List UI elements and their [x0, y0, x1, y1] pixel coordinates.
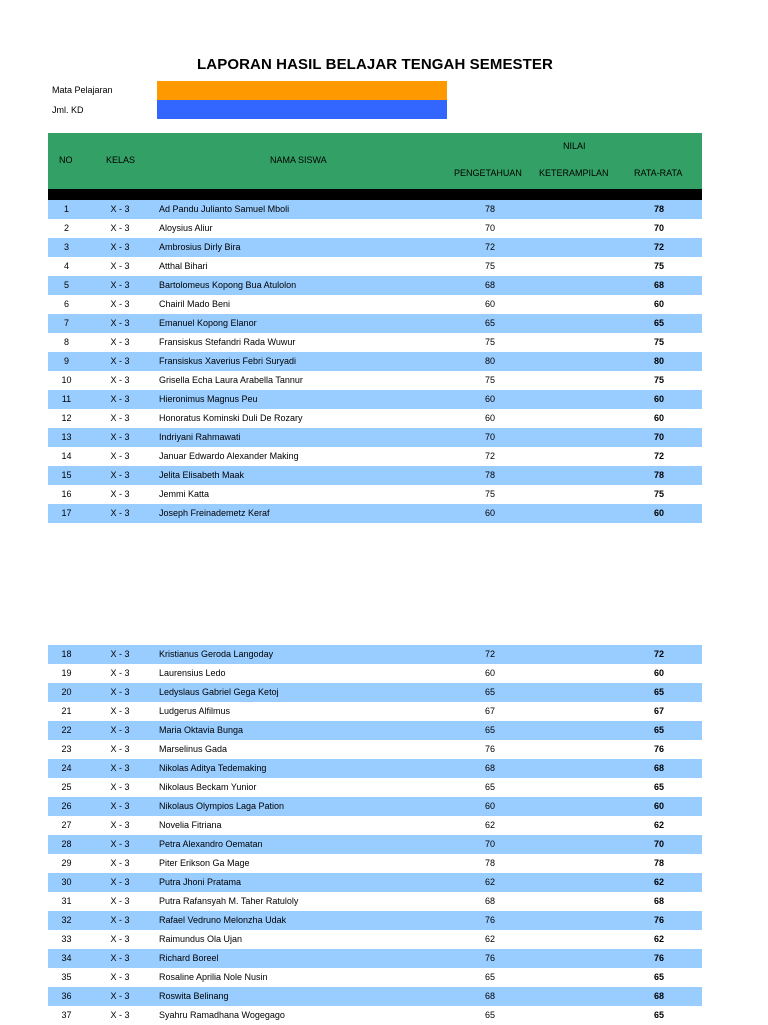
- row-kelas: X - 3: [110, 337, 130, 347]
- row-pengetahuan: 78: [484, 204, 495, 214]
- row-nama-siswa: Joseph Freinademetz Keraf: [159, 508, 270, 518]
- row-kelas: X - 3: [110, 744, 130, 754]
- row-pengetahuan: 62: [484, 820, 495, 830]
- table-row: [48, 485, 702, 504]
- row-no: 13: [61, 432, 72, 442]
- row-kelas: X - 3: [110, 394, 130, 404]
- row-no: 16: [61, 489, 72, 499]
- row-no: 30: [61, 877, 72, 887]
- row-rata-rata: 62: [653, 820, 664, 830]
- row-rata-rata: 62: [653, 877, 664, 887]
- table-row: [48, 740, 702, 759]
- row-kelas: X - 3: [110, 972, 130, 982]
- row-rata-rata: 80: [653, 356, 664, 366]
- row-no: 26: [61, 801, 72, 811]
- row-nama-siswa: Kristianus Geroda Langoday: [159, 649, 274, 659]
- row-kelas: X - 3: [110, 318, 130, 328]
- row-nama-siswa: Nikolas Aditya Tedemaking: [159, 763, 267, 773]
- row-no: 6: [63, 299, 69, 309]
- row-no: 7: [63, 318, 69, 328]
- row-no: 25: [61, 782, 72, 792]
- row-pengetahuan: 70: [484, 223, 495, 233]
- jml-kd-label: Jml. KD: [52, 105, 84, 115]
- row-rata-rata: 60: [653, 413, 664, 423]
- row-rata-rata: 76: [653, 744, 664, 754]
- row-kelas: X - 3: [110, 242, 130, 252]
- row-no: 14: [61, 451, 72, 461]
- row-kelas: X - 3: [110, 413, 130, 423]
- table-row: [48, 949, 702, 968]
- row-pengetahuan: 68: [484, 991, 495, 1001]
- row-no: 36: [61, 991, 72, 1001]
- row-rata-rata: 65: [653, 782, 664, 792]
- table-row: [48, 409, 702, 428]
- table-row: [48, 390, 702, 409]
- row-pengetahuan: 72: [484, 451, 495, 461]
- row-rata-rata: 75: [653, 375, 664, 385]
- table-row: [48, 1006, 702, 1025]
- row-kelas: X - 3: [110, 261, 130, 271]
- row-pengetahuan: 76: [484, 744, 495, 754]
- row-nama-siswa: Putra Rafansyah M. Taher Ratuloly: [159, 896, 299, 906]
- table-row: [48, 816, 702, 835]
- row-pengetahuan: 65: [484, 782, 495, 792]
- row-pengetahuan: 75: [484, 337, 495, 347]
- row-pengetahuan: 68: [484, 763, 495, 773]
- row-nama-siswa: Nikolaus Olympios Laga Pation: [159, 801, 285, 811]
- row-rata-rata: 68: [653, 991, 664, 1001]
- table-row: [48, 797, 702, 816]
- mata-pelajaran-label: Mata Pelajaran: [52, 85, 113, 95]
- table-row: [48, 200, 702, 219]
- row-pengetahuan: 68: [484, 896, 495, 906]
- row-nama-siswa: Grisella Echa Laura Arabella Tannur: [159, 375, 303, 385]
- row-no: 11: [61, 394, 72, 404]
- table-row: [48, 873, 702, 892]
- table-row: [48, 466, 702, 485]
- header-rata-rata: RATA-RATA: [634, 168, 683, 178]
- row-nama-siswa: Fransiskus Xaverius Febri Suryadi: [159, 356, 297, 366]
- row-kelas: X - 3: [110, 508, 130, 518]
- row-nama-siswa: Roswita Belinang: [159, 991, 229, 1001]
- row-nama-siswa: Chairil Mado Beni: [159, 299, 231, 309]
- row-no: 27: [61, 820, 72, 830]
- row-pengetahuan: 60: [484, 668, 495, 678]
- row-pengetahuan: 62: [484, 934, 495, 944]
- jml-kd-field[interactable]: [157, 100, 447, 119]
- row-nama-siswa: Rafael Vedruno Melonzha Udak: [159, 915, 287, 925]
- row-rata-rata: 65: [653, 1010, 664, 1020]
- table-row: [48, 257, 702, 276]
- row-kelas: X - 3: [110, 782, 130, 792]
- row-kelas: X - 3: [110, 204, 130, 214]
- row-no: 17: [61, 508, 72, 518]
- row-kelas: X - 3: [110, 668, 130, 678]
- row-rata-rata: 65: [653, 972, 664, 982]
- row-pengetahuan: 76: [484, 953, 495, 963]
- header-keterampilan: KETERAMPILAN: [539, 168, 609, 178]
- row-nama-siswa: Hieronimus Magnus Peu: [159, 394, 258, 404]
- row-pengetahuan: 70: [484, 839, 495, 849]
- row-no: 29: [61, 858, 72, 868]
- row-pengetahuan: 65: [484, 972, 495, 982]
- row-pengetahuan: 80: [484, 356, 495, 366]
- row-nama-siswa: Fransiskus Stefandri Rada Wuwur: [159, 337, 296, 347]
- row-kelas: X - 3: [110, 896, 130, 906]
- row-nama-siswa: Piter Erikson Ga Mage: [159, 858, 250, 868]
- row-kelas: X - 3: [110, 356, 130, 366]
- row-pengetahuan: 65: [484, 687, 495, 697]
- row-pengetahuan: 75: [484, 489, 495, 499]
- row-nama-siswa: Laurensius Ledo: [159, 668, 226, 678]
- row-pengetahuan: 78: [484, 470, 495, 480]
- row-rata-rata: 60: [653, 394, 664, 404]
- table-row: [48, 835, 702, 854]
- student-table-block-1: [48, 200, 702, 523]
- row-nama-siswa: Emanuel Kopong Elanor: [159, 318, 257, 328]
- table-row: [48, 778, 702, 797]
- row-pengetahuan: 62: [484, 877, 495, 887]
- row-kelas: X - 3: [110, 706, 130, 716]
- row-kelas: X - 3: [110, 489, 130, 499]
- row-no: 32: [61, 915, 72, 925]
- row-no: 8: [63, 337, 69, 347]
- row-nama-siswa: Bartolomeus Kopong Bua Atulolon: [159, 280, 297, 290]
- row-rata-rata: 65: [653, 725, 664, 735]
- row-nama-siswa: Rosaline Aprilia Nole Nusin: [159, 972, 268, 982]
- row-no: 19: [61, 668, 72, 678]
- row-nama-siswa: Januar Edwardo Alexander Making: [159, 451, 299, 461]
- row-no: 4: [63, 261, 69, 271]
- row-nama-siswa: Jemmi Katta: [159, 489, 210, 499]
- table-row: [48, 645, 702, 664]
- row-pengetahuan: 78: [484, 858, 495, 868]
- table-row: [48, 295, 702, 314]
- row-nama-siswa: Jelita Elisabeth Maak: [159, 470, 245, 480]
- row-pengetahuan: 72: [484, 649, 495, 659]
- row-rata-rata: 60: [653, 668, 664, 678]
- row-kelas: X - 3: [110, 725, 130, 735]
- row-kelas: X - 3: [110, 299, 130, 309]
- row-rata-rata: 60: [653, 801, 664, 811]
- row-no: 3: [63, 242, 69, 252]
- mata-pelajaran-field[interactable]: [157, 81, 447, 100]
- row-kelas: X - 3: [110, 839, 130, 849]
- table-row: [48, 759, 702, 778]
- row-rata-rata: 72: [653, 649, 664, 659]
- table-row: [48, 428, 702, 447]
- table-row: [48, 664, 702, 683]
- row-rata-rata: 62: [653, 934, 664, 944]
- row-nama-siswa: Ludgerus Alfilmus: [159, 706, 231, 716]
- row-kelas: X - 3: [110, 451, 130, 461]
- row-no: 22: [61, 725, 72, 735]
- row-rata-rata: 68: [653, 280, 664, 290]
- row-kelas: X - 3: [110, 375, 130, 385]
- table-row: [48, 238, 702, 257]
- row-kelas: X - 3: [110, 953, 130, 963]
- table-row: [48, 892, 702, 911]
- row-nama-siswa: Petra Alexandro Oematan: [159, 839, 263, 849]
- row-no: 28: [61, 839, 72, 849]
- header-no: NO: [59, 155, 73, 165]
- table-row: [48, 930, 702, 949]
- row-no: 1: [63, 204, 69, 214]
- row-pengetahuan: 76: [484, 915, 495, 925]
- row-pengetahuan: 60: [484, 801, 495, 811]
- row-kelas: X - 3: [110, 991, 130, 1001]
- table-row: [48, 504, 702, 523]
- row-no: 9: [63, 356, 69, 366]
- row-pengetahuan: 65: [484, 1010, 495, 1020]
- table-row: [48, 371, 702, 390]
- row-rata-rata: 70: [653, 432, 664, 442]
- row-kelas: X - 3: [110, 470, 130, 480]
- student-table-block-2: [48, 645, 702, 1025]
- row-nama-siswa: Marselinus Gada: [159, 744, 228, 754]
- table-row: [48, 721, 702, 740]
- row-nama-siswa: Raimundus Ola Ujan: [159, 934, 243, 944]
- row-rata-rata: 60: [653, 299, 664, 309]
- row-nama-siswa: Nikolaus Beckam Yunior: [159, 782, 257, 792]
- row-kelas: X - 3: [110, 649, 130, 659]
- table-row: [48, 987, 702, 1006]
- row-rata-rata: 78: [653, 858, 664, 868]
- row-rata-rata: 65: [653, 687, 664, 697]
- report-title: LAPORAN HASIL BELAJAR TENGAH SEMESTER: [197, 56, 553, 73]
- row-no: 35: [61, 972, 72, 982]
- row-pengetahuan: 72: [484, 242, 495, 252]
- row-rata-rata: 78: [653, 470, 664, 480]
- row-no: 12: [61, 413, 72, 423]
- row-no: 34: [61, 953, 72, 963]
- row-nama-siswa: Ledyslaus Gabriel Gega Ketoj: [159, 687, 279, 697]
- row-rata-rata: 75: [653, 337, 664, 347]
- row-pengetahuan: 68: [484, 280, 495, 290]
- row-rata-rata: 75: [653, 489, 664, 499]
- row-rata-rata: 67: [653, 706, 664, 716]
- row-pengetahuan: 65: [484, 318, 495, 328]
- table-row: [48, 333, 702, 352]
- row-nama-siswa: Aloysius Aliur: [159, 223, 213, 233]
- row-kelas: X - 3: [110, 877, 130, 887]
- row-kelas: X - 3: [110, 280, 130, 290]
- table-row: [48, 854, 702, 873]
- row-pengetahuan: 75: [484, 375, 495, 385]
- row-pengetahuan: 67: [484, 706, 495, 716]
- row-pengetahuan: 60: [484, 508, 495, 518]
- row-nama-siswa: Richard Boreel: [159, 953, 219, 963]
- row-no: 33: [61, 934, 72, 944]
- row-kelas: X - 3: [110, 820, 130, 830]
- row-nama-siswa: Honoratus Kominski Duli De Rozary: [159, 413, 303, 423]
- table-header: [48, 133, 702, 189]
- row-rata-rata: 76: [653, 953, 664, 963]
- table-row: [48, 276, 702, 295]
- row-nama-siswa: Indriyani Rahmawati: [159, 432, 241, 442]
- row-kelas: X - 3: [110, 801, 130, 811]
- row-pengetahuan: 60: [484, 299, 495, 309]
- row-rata-rata: 70: [653, 839, 664, 849]
- row-rata-rata: 78: [653, 204, 664, 214]
- row-kelas: X - 3: [110, 687, 130, 697]
- table-row: [48, 911, 702, 930]
- row-no: 18: [61, 649, 72, 659]
- row-nama-siswa: Putra Jhoni Pratama: [159, 877, 242, 887]
- row-nama-siswa: Ad Pandu Julianto Samuel Mboli: [159, 204, 290, 214]
- row-no: 21: [61, 706, 72, 716]
- table-row: [48, 968, 702, 987]
- row-pengetahuan: 60: [484, 394, 495, 404]
- header-pengetahuan: PENGETAHUAN: [454, 168, 522, 178]
- row-no: 15: [61, 470, 72, 480]
- row-rata-rata: 68: [653, 763, 664, 773]
- row-rata-rata: 72: [653, 242, 664, 252]
- header-divider: [48, 189, 702, 200]
- header-nilai: NILAI: [563, 141, 586, 151]
- row-rata-rata: 60: [653, 508, 664, 518]
- header-nama-siswa: NAMA SISWA: [270, 155, 327, 165]
- table-row: [48, 683, 702, 702]
- row-no: 20: [61, 687, 72, 697]
- row-no: 37: [61, 1010, 72, 1020]
- row-rata-rata: 72: [653, 451, 664, 461]
- row-kelas: X - 3: [110, 223, 130, 233]
- row-rata-rata: 65: [653, 318, 664, 328]
- row-no: 31: [61, 896, 72, 906]
- row-kelas: X - 3: [110, 432, 130, 442]
- row-no: 5: [63, 280, 69, 290]
- row-pengetahuan: 70: [484, 432, 495, 442]
- row-rata-rata: 70: [653, 223, 664, 233]
- row-pengetahuan: 65: [484, 725, 495, 735]
- header-kelas: KELAS: [106, 155, 136, 165]
- row-kelas: X - 3: [110, 915, 130, 925]
- row-no: 23: [61, 744, 72, 754]
- row-nama-siswa: Atthal Bihari: [159, 261, 208, 271]
- table-row: [48, 314, 702, 333]
- row-no: 24: [61, 763, 72, 773]
- table-row: [48, 219, 702, 238]
- row-pengetahuan: 60: [484, 413, 495, 423]
- row-rata-rata: 75: [653, 261, 664, 271]
- row-nama-siswa: Maria Oktavia Bunga: [159, 725, 244, 735]
- row-no: 10: [61, 375, 72, 385]
- row-kelas: X - 3: [110, 1010, 130, 1020]
- row-rata-rata: 68: [653, 896, 664, 906]
- row-no: 2: [63, 223, 69, 233]
- row-nama-siswa: Syahru Ramadhana Wogegago: [159, 1010, 285, 1020]
- row-kelas: X - 3: [110, 858, 130, 868]
- table-row: [48, 352, 702, 371]
- row-rata-rata: 76: [653, 915, 664, 925]
- row-kelas: X - 3: [110, 934, 130, 944]
- row-nama-siswa: Ambrosius Dirly Bira: [159, 242, 241, 252]
- row-kelas: X - 3: [110, 763, 130, 773]
- row-pengetahuan: 75: [484, 261, 495, 271]
- row-nama-siswa: Novelia Fitriana: [159, 820, 222, 830]
- table-row: [48, 447, 702, 466]
- table-row: [48, 702, 702, 721]
